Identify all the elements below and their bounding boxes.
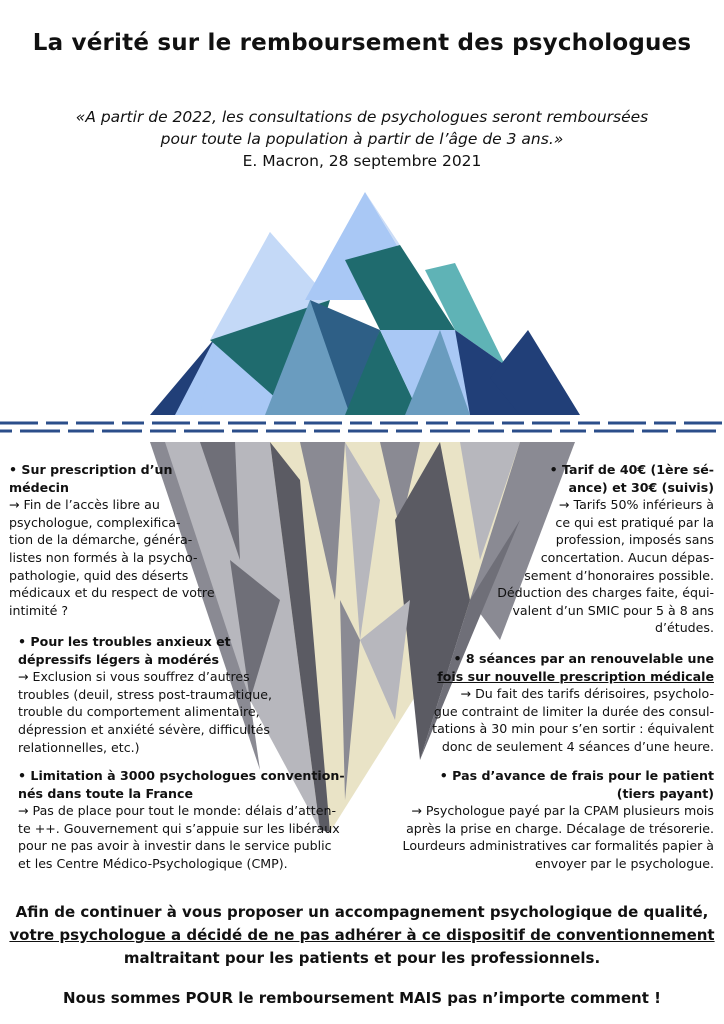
point-text: ce qui est pratiqué par la — [555, 514, 714, 530]
point-heading: • Sur prescription d’un — [9, 462, 173, 477]
point-text: pour ne pas avoir à investir dans le service public — [18, 838, 332, 854]
point-text: dépression et anxiété sévère, difficultés — [18, 721, 270, 737]
point-text: → Exclusion si vous souffrez d’autres — [18, 669, 250, 685]
point-text: relationnelles, etc.) — [18, 739, 140, 755]
point-limitation — [18, 767, 345, 873]
point-heading: • Pour les troubles anxieux et — [18, 634, 231, 649]
conclusion-text — [0, 901, 724, 970]
point-text: d’études. — [655, 620, 714, 636]
point-heading: • Pas d’avance de frais pour le patient — [439, 768, 714, 783]
quote-line: «A partir de 2022, les consultations de psychologues seront remboursées — [75, 108, 649, 126]
point-text: → Pas de place pour tout le monde: délais d’atten- — [18, 803, 337, 819]
point-tarif — [497, 461, 714, 637]
point-text: → Psychologue payé par la CPAM plusieurs mois — [411, 803, 714, 819]
point-seances — [432, 650, 714, 756]
point-text: et les Centre Médico-Psychologique (CMP). — [18, 855, 288, 871]
point-heading: • 8 séances par an renouvelable une — [453, 651, 714, 666]
point-prescription — [9, 461, 215, 619]
point-heading: nés dans toute la France — [18, 785, 194, 801]
point-text: envoyer par le psychologue. — [535, 855, 714, 871]
point-heading: médecin — [9, 479, 69, 495]
point-tiers-payant — [403, 767, 714, 873]
point-text: tations à 30 min pour s’en sortir : équivalent — [432, 721, 714, 737]
point-text: troubles (deuil, stress post-traumatique, — [18, 686, 272, 702]
point-text: → Du fait des tarifs dérisoires, psycholo- — [460, 686, 714, 702]
point-heading: • Tarif de 40€ (1ère sé- — [549, 462, 714, 477]
page-title: La vérité sur le remboursement des psychologues — [32, 30, 692, 56]
point-text: profession, imposés sans — [555, 532, 714, 548]
point-heading: • Limitation à 3000 psychologues convention- — [18, 768, 345, 783]
point-heading: fois sur nouvelle prescription médicale — [437, 668, 714, 684]
point-text: après la prise en charge. Décalage de trésorerie. — [406, 820, 714, 836]
water-line — [0, 423, 724, 431]
slogan: Nous sommes POUR le remboursement MAIS pas n’importe comment ! — [63, 989, 661, 1007]
point-heading: (tiers payant) — [616, 785, 714, 801]
iceberg-tip — [150, 192, 580, 415]
quote-line: pour toute la population à partir de l’âge de 3 ans.» — [160, 130, 564, 148]
point-text: trouble du comportement alimentaire, — [18, 704, 260, 720]
point-text: pathologie, quid des déserts — [9, 567, 189, 583]
point-heading: ance) et 30€ (suivis) — [568, 479, 714, 495]
point-text: gue contraint de limiter la durée des consul- — [433, 703, 714, 719]
conclusion-line: maltraitant pour les patients et pour les professionnels. — [123, 949, 601, 967]
point-troubles — [18, 633, 272, 756]
point-text: concertation. Aucun dépas- — [540, 549, 714, 565]
point-text: donc de seulement 4 séances d’une heure. — [441, 738, 714, 754]
point-text: Déduction des charges faite, équi- — [497, 585, 714, 601]
point-text: te ++. Gouvernement qui s’appuie sur les libéraux — [18, 820, 340, 836]
point-heading: dépressifs légers à modérés — [18, 651, 219, 667]
point-text: intimité ? — [9, 602, 69, 618]
point-text: médicaux et du respect de votre — [9, 585, 215, 601]
point-text: → Fin de l’accès libre au — [9, 497, 160, 513]
point-text: psychologue, complexifica- — [9, 514, 181, 530]
quote-author: E. Macron, 28 septembre 2021 — [242, 152, 482, 170]
point-text: listes non formés à la psycho- — [9, 549, 198, 565]
point-text: → Tarifs 50% inférieurs à — [558, 497, 714, 513]
point-text: valent d’un SMIC pour 5 à 8 ans — [512, 602, 714, 618]
conclusion-line: Afin de continuer à vous proposer un accompagnement psychologique de qualité, — [15, 903, 709, 921]
conclusion-line: votre psychologue a décidé de ne pas adhérer à ce dispositif de conventionnement — [9, 926, 715, 944]
point-text: Lourdeurs administratives car formalités papier à — [402, 838, 714, 854]
point-text: sement d’honoraires possible. — [524, 567, 714, 583]
point-text: tion de la démarche, généra- — [9, 532, 193, 548]
